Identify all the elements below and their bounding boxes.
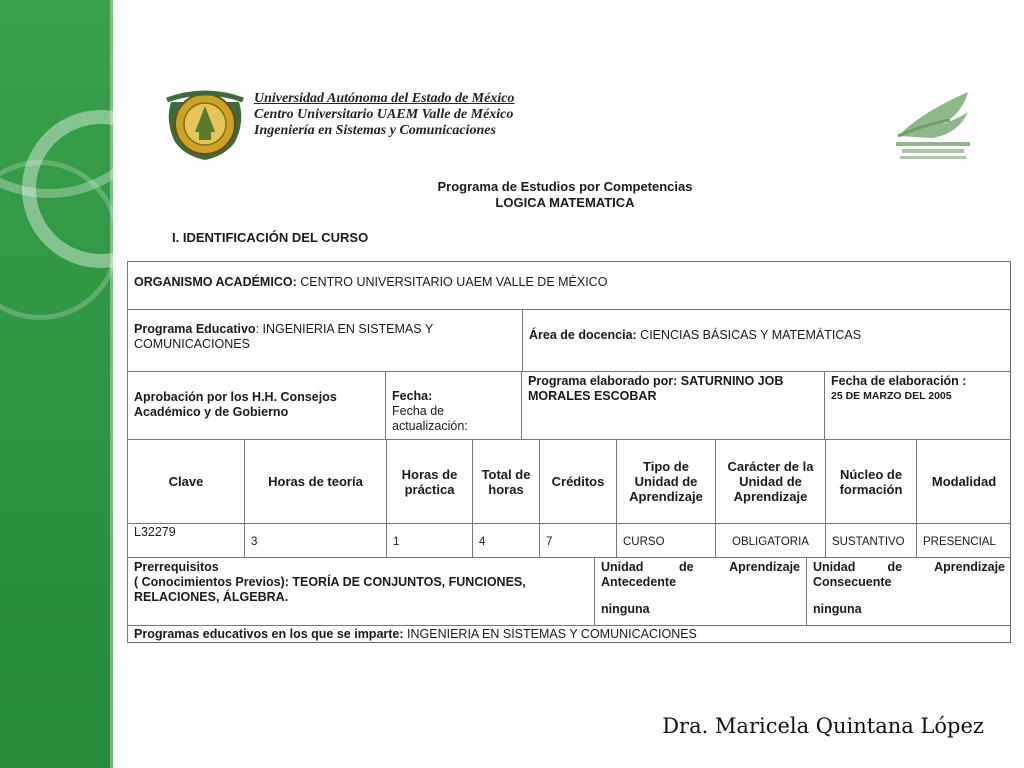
fecha-elaboracion-cell [824,371,1011,439]
elaborado-por-cell: Programa elaborado por: SATURNINO JOB MORALES ESCOBAR [521,371,824,439]
programas-imparte-cell [127,625,1011,643]
unidad-consecuente-cell [806,557,1011,625]
col-header-nucleo-formacion: Núcleo de formación [825,439,916,523]
consecuente-word: de [887,560,903,574]
col-header-caracter-unidad: Carácter de la Unidad de Aprendizaje [715,439,825,523]
consecuente-label-line [813,560,1005,575]
consecuente-label-end: Consecuente [813,575,892,589]
prerrequisitos-label: Prerrequisitos [134,560,219,574]
institution-header [254,91,514,139]
uaem-valle-logo [892,90,974,164]
center-name: Centro Universitario UAEM Valle de México [254,107,514,122]
cell-caracter-unidad: OBLIGATORIA [715,523,825,557]
consecuente-value: ninguna [813,602,862,616]
imparte-value: INGENIERIA EN SISTEMAS Y COMUNICACIONES [403,627,697,641]
fecha-actualizacion-label: Fecha de actualización: [392,404,468,433]
cell-modalidad: PRESENCIAL [916,523,1011,557]
organismo-label: ORGANISMO ACADÉMICO: [134,275,297,289]
cell-tipo-unidad: CURSO [616,523,715,557]
programa-value: : INGENIERIA EN SISTEMAS Y COMUNICACIONES [134,322,433,351]
antecedente-label-end: Antecedente [601,575,677,589]
area-docencia-cell [522,309,1011,371]
unidad-antecedente-cell [594,557,806,625]
course-title: LOGICA MATEMATICA [495,195,635,210]
sidebar-edge [110,0,113,768]
col-header-modalidad: Modalidad [916,439,1011,523]
area-value: CIENCIAS BÁSICAS Y MATEMÁTICAS [636,328,862,342]
fecha-cell [385,371,521,439]
col-header-creditos: Créditos [539,439,616,523]
university-name: Universidad Autónoma del Estado de México [254,91,515,106]
fecha-elaboracion-label: Fecha de elaboración : [831,374,967,388]
program-name: Ingeniería en Sistemas y Comunicaciones [254,123,496,138]
col-header-tipo-unidad: Tipo de Unidad de Aprendizaje [616,439,715,523]
col-header-horas-teoria: Horas de teoría [244,439,386,523]
antecedente-word: de [678,560,694,574]
area-label: Área de docencia: [529,328,637,342]
antecedente-word: Aprendizaje [729,560,800,574]
col-header-clave: Clave [127,439,244,523]
aprobacion-cell: Aprobación por los H.H. Consejos Académico y de Gobierno [127,371,385,439]
fecha-label: Fecha: [392,389,433,403]
cell-horas-practica: 1 [386,523,472,557]
antecedente-word: Unidad [601,560,644,574]
col-header-horas-practica: Horas de práctica [386,439,472,523]
program-title: Programa de Estudios por Competencias [437,179,693,194]
green-sidebar-decoration [0,0,113,768]
section-heading: I. IDENTIFICACIÓN DEL CURSO [172,230,369,245]
consecuente-word: Aprendizaje [934,560,1005,574]
organismo-value: CENTRO UNIVERSITARIO UAEM VALLE DE MÉXICO [296,275,608,289]
antecedente-label-line [601,560,800,575]
cell-total-horas: 4 [472,523,539,557]
programa-educativo-cell [127,309,522,371]
programa-label: Programa Educativo [134,322,256,336]
cell-clave: L32279 [127,523,244,557]
course-identification-table [127,261,1011,643]
prerrequisitos-cell [127,557,594,625]
col-header-total-horas: Total de horas [472,439,539,523]
organismo-cell [127,261,1011,309]
imparte-label: Programas educativos en los que se imparte: [134,627,404,641]
decorative-ring [0,160,113,320]
consecuente-word: Unidad [813,560,856,574]
uaem-seal-logo [163,82,247,162]
antecedente-value: ninguna [601,602,650,616]
prerrequisitos-value: ( Conocimientos Previos): TEORÍA DE CONJUNTOS, FUNCIONES, RELACIONES, ÁLGEBRA. [134,575,526,604]
cell-nucleo-formacion: SUSTANTIVO [825,523,916,557]
author-signature-line: Dra. Maricela Quintana López [662,714,984,738]
cell-horas-teoria: 3 [244,523,386,557]
cell-creditos: 7 [539,523,616,557]
fecha-elaboracion-value: 25 DE MARZO DEL 2005 [831,390,952,402]
